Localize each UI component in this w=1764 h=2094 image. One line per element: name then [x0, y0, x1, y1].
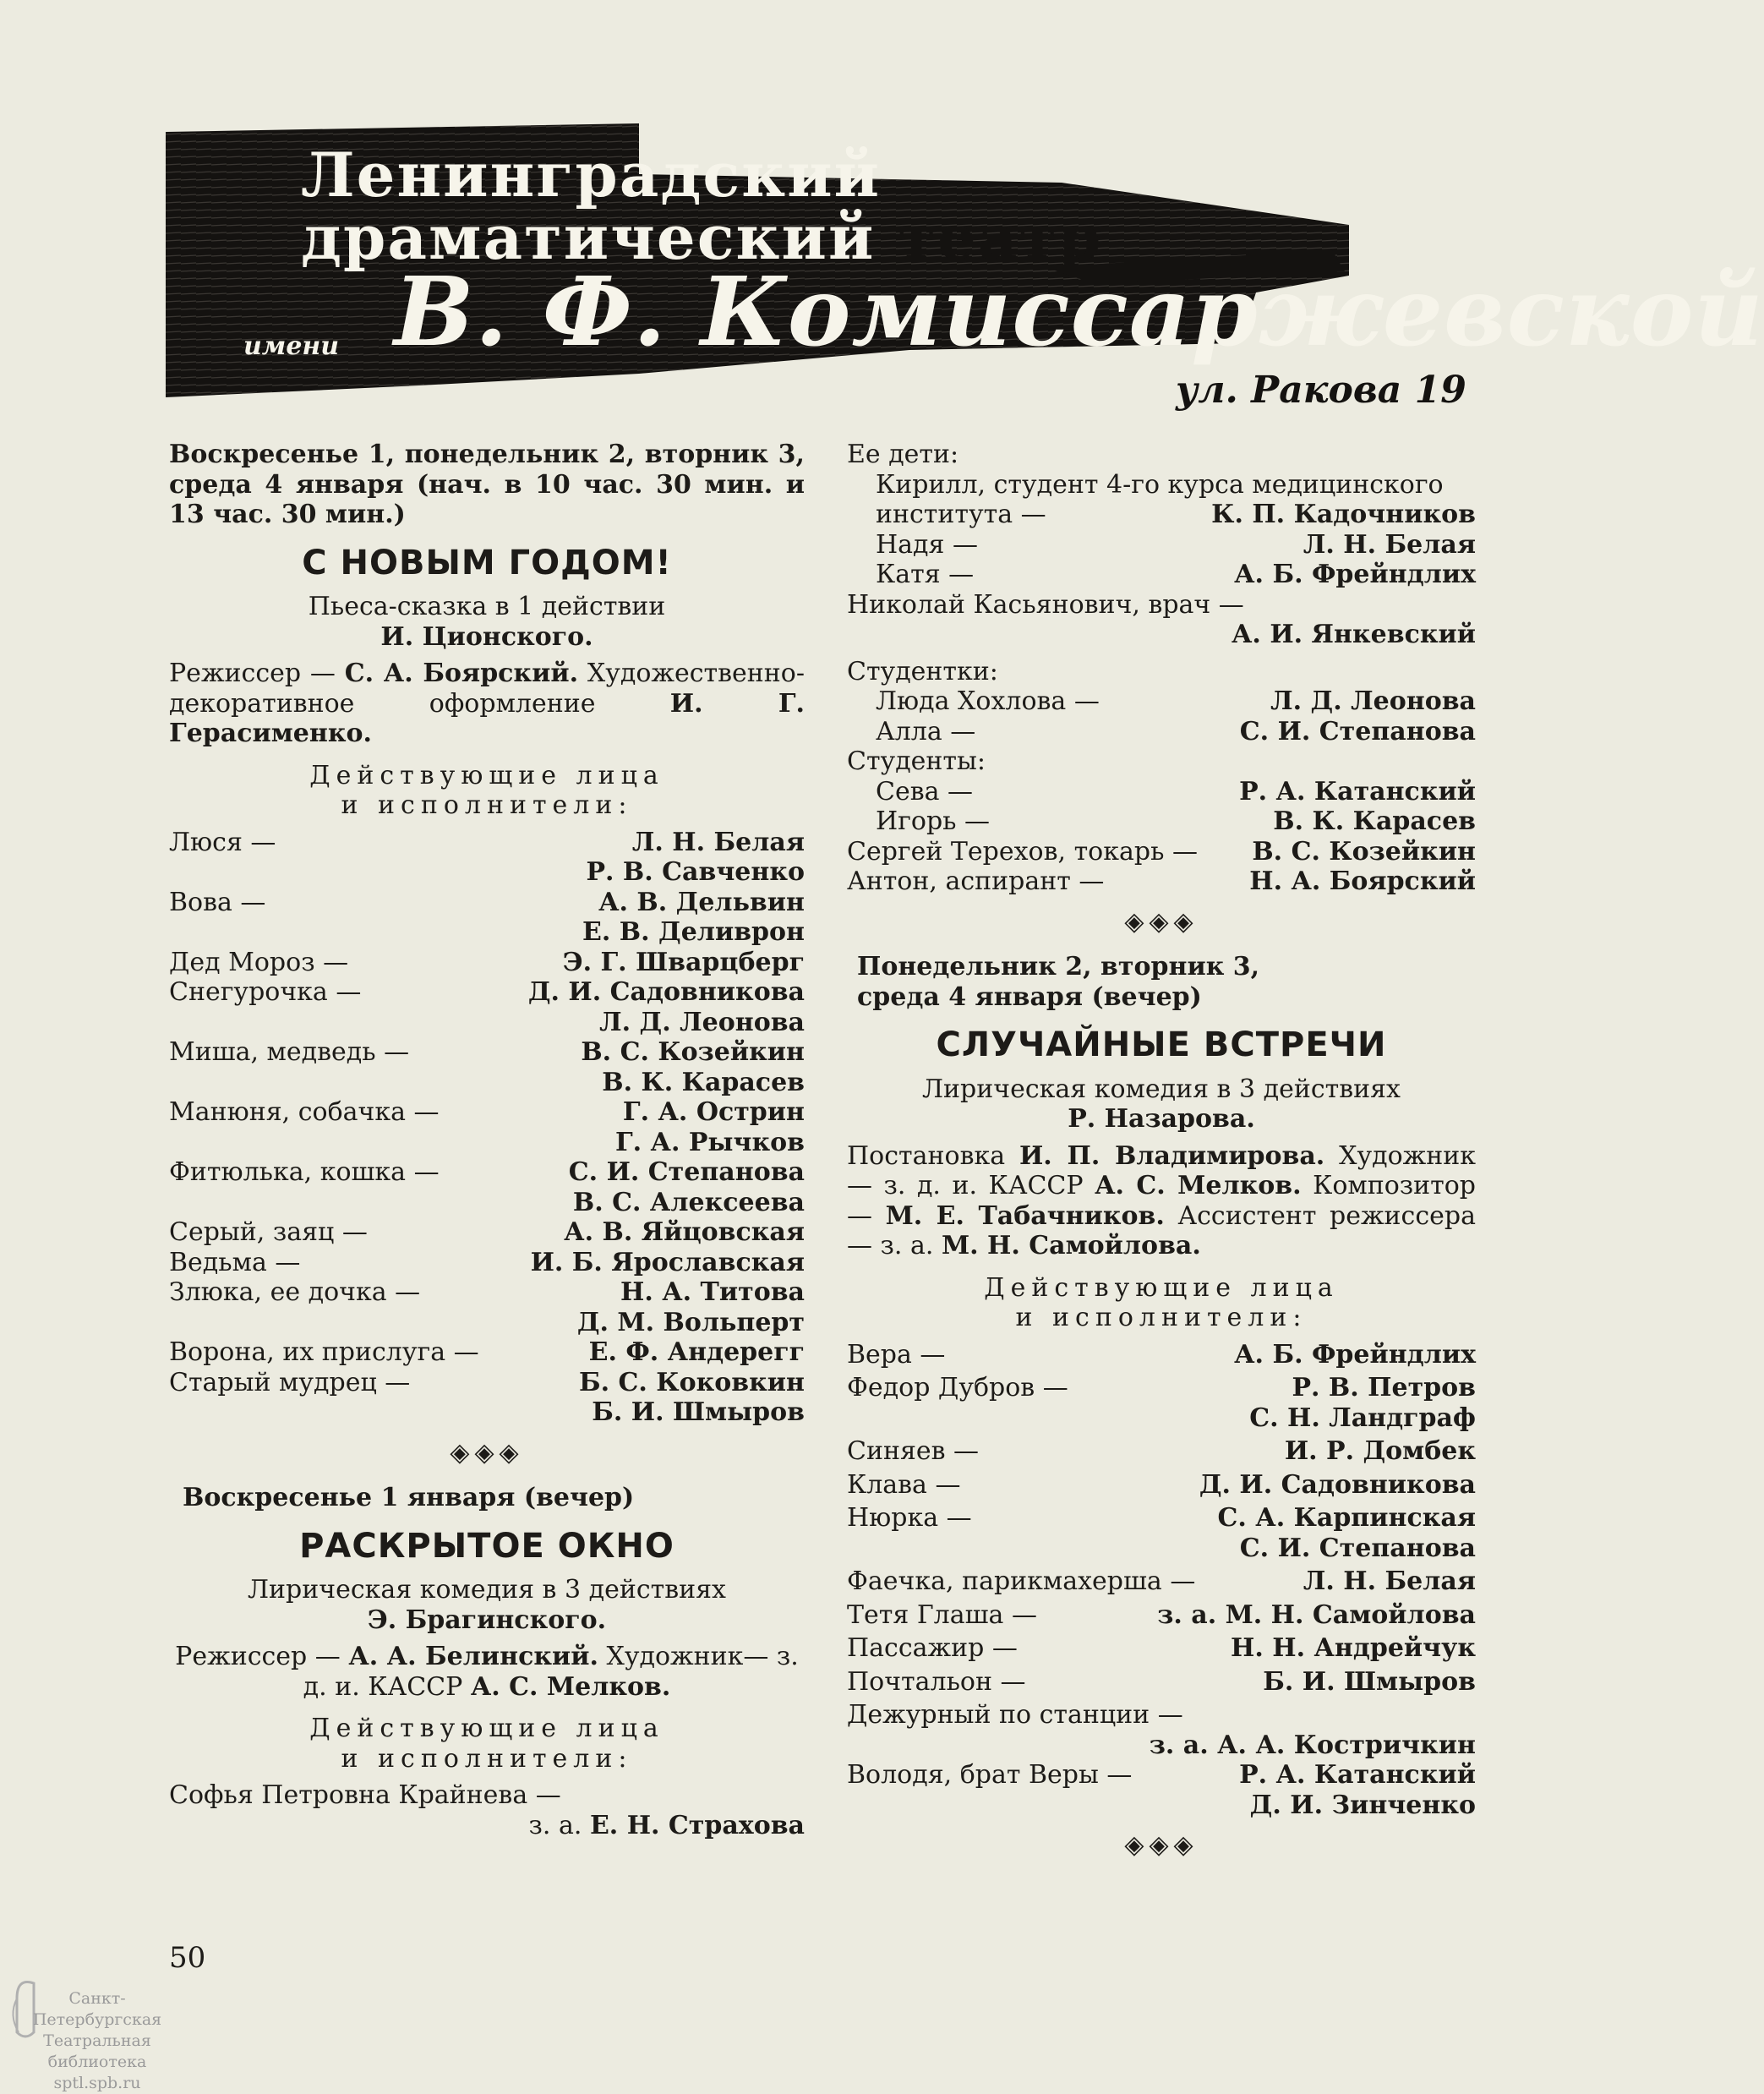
performance-dates-1: Воскресенье 1, понедельник 2, вторник 3, среда 4 января (нач. в 10 час. 30 мин. и 13 час. 30 мин.) — [169, 440, 805, 529]
cast-actor: Л. Н. Белая — [1303, 529, 1476, 560]
cast-actor: Р. В. Савченко — [586, 857, 805, 887]
cast-role: Николай Касьянович, врач — — [847, 589, 1244, 620]
children-heading: Ее дети: — [847, 440, 959, 469]
cast-role: Антон, аспирант — — [847, 867, 1105, 896]
cast-row — [847, 1667, 1476, 1698]
theatre-header — [166, 123, 1764, 412]
cast-role: Катя — — [876, 560, 975, 589]
cast-actor: Л. Н. Белая — [1303, 1566, 1476, 1596]
cast-row — [169, 977, 805, 1008]
ornament-divider: ◈◈◈ — [1124, 906, 1199, 937]
right-column — [847, 440, 1476, 1876]
cast-heading: и исполнители: — [341, 790, 633, 820]
cast-row — [847, 717, 1476, 747]
header-address: ул. Ракова 19 — [1176, 369, 1466, 412]
cast-actor: Л. Д. Леонова — [599, 1007, 805, 1037]
cast-row — [847, 1436, 1476, 1467]
cast-row — [847, 777, 1476, 807]
cast-row — [169, 948, 805, 978]
cast-row — [169, 1277, 805, 1308]
cast-row — [169, 1337, 805, 1368]
cast-actor: А. В. Яйцовская — [564, 1217, 805, 1247]
cast-role: Люся — — [169, 827, 276, 857]
cast-row — [847, 560, 1476, 590]
cast-actor: Н. А. Боярский — [1249, 867, 1476, 896]
cast-actor: С. И. Степанова — [1239, 1533, 1476, 1563]
cast-role: Федор Дубров — — [847, 1373, 1068, 1402]
library-stamp-text — [7, 1988, 188, 2094]
credits-text: Режиссер — — [175, 1642, 349, 1671]
cast-actor: Э. Г. Шварцберг — [562, 947, 805, 977]
cast-actor: Н. Н. Андрейчук — [1231, 1633, 1476, 1663]
cast-row — [847, 530, 1476, 560]
cast-list-b — [847, 686, 1476, 746]
play-author-3: Р. Назарова. — [1068, 1104, 1255, 1134]
cast-actor: С. И. Степанова — [568, 1157, 805, 1187]
cast-actor: В. К. Карасев — [1273, 806, 1476, 836]
cast-heading: Действующие лица — [984, 1272, 1339, 1303]
cast-actor: Д. М. Вольперт — [576, 1307, 805, 1337]
credits-text: Ассистент режиссера — з. а. — [847, 1200, 1476, 1260]
cast-role: Снегурочка — — [169, 977, 362, 1007]
cast-actor: Б. И. Шмыров — [592, 1397, 805, 1427]
credits-composer: М. Е. Табачников. — [885, 1200, 1165, 1231]
cast-row — [847, 1503, 1476, 1534]
cast-role: Вера — — [847, 1339, 946, 1370]
cast-actor: Е. Ф. Андерегг — [588, 1337, 805, 1367]
cast-row — [169, 1157, 805, 1188]
credits-director: А. А. Белинский. — [348, 1642, 598, 1671]
play-title-1: С НОВЫМ ГОДОМ! — [302, 543, 672, 582]
play-title-2: РАСКРЫТОЕ ОКНО — [299, 1526, 674, 1566]
cast-list-d — [847, 837, 1476, 897]
cast-role: Манюня, собачка — — [169, 1097, 440, 1127]
cast-actor: В. С. Козейкин — [581, 1037, 805, 1067]
cast-actor: Н. А. Титова — [620, 1277, 805, 1307]
cast-row — [169, 1217, 805, 1248]
header-teatr: театр — [898, 201, 1103, 273]
credits-text: Постановка — [847, 1140, 1019, 1171]
cast-actor: И. Р. Домбек — [1284, 1436, 1476, 1466]
stamp-line: Санкт-Петербургская — [32, 1989, 162, 2029]
ornament-divider: ◈◈◈ — [1124, 1830, 1199, 1860]
performance-dates-2: Воскресенье 1 января (вечер) — [183, 1483, 635, 1512]
credits-assistant: М. Н. Самойлова. — [941, 1231, 1201, 1260]
cast-role: Пассажир — — [847, 1633, 1018, 1663]
performance-dates-3: Понедельник 2, вторник 3, среда 4 января (вечер) — [857, 952, 1260, 1012]
play-credits-3 — [847, 1141, 1476, 1261]
cast-role: Дежурный по станции — — [847, 1700, 1183, 1730]
group-heading: Студентки: — [847, 656, 998, 686]
cast-actor: А. Б. Фрейндлих — [1234, 560, 1476, 589]
cast-role: Тетя Глаша — — [847, 1599, 1037, 1630]
cast-role: Почтальон — — [847, 1666, 1026, 1697]
cast-row — [847, 837, 1476, 867]
stamp-line: sptl.spb.ru — [53, 2074, 141, 2092]
cast-actor: з. а. М. Н. Самойлова — [1157, 1599, 1476, 1630]
play-credits-1 — [169, 659, 805, 749]
cast-list-3 — [847, 1340, 1476, 1701]
cast-heading: и исполнители: — [1015, 1303, 1308, 1332]
cast-actor: Д. И. Зинченко — [1249, 1790, 1476, 1820]
cast-role: Алла — — [876, 716, 976, 746]
cast-actor: Б. И. Шмыров — [1263, 1666, 1476, 1697]
cast-actor: С. Н. Ландграф — [1249, 1402, 1476, 1433]
cast-actor: А. И. Янкевский — [1232, 620, 1476, 649]
cast-actor: С. И. Степанова — [1239, 716, 1476, 746]
cast-row — [169, 1097, 805, 1128]
page-number: 50 — [169, 1941, 206, 1975]
cast-role: Ворона, их прислуга — — [169, 1337, 479, 1367]
cast-actor: В. К. Карасев — [602, 1067, 805, 1097]
credits-designer: А. С. Мелков. — [1095, 1171, 1302, 1200]
cast-role: Синяев — — [847, 1436, 980, 1466]
cast-row — [847, 1633, 1476, 1664]
cast-actor: Р. А. Катанский — [1239, 776, 1476, 806]
cast-row — [847, 1340, 1476, 1370]
credits-text: Художник — з. д. и. КАССР — [847, 1140, 1476, 1200]
cast-heading: Действующие лица — [309, 760, 664, 790]
cast-list-volodya — [847, 1760, 1476, 1820]
header-line-2-text: драматический — [301, 201, 876, 273]
cast-actor: Д. И. Садовникова — [527, 977, 805, 1007]
cast-role: Серый, заяц — — [169, 1217, 368, 1247]
cast-row — [847, 1373, 1476, 1403]
cast-role: Вова — — [169, 887, 266, 917]
cast-actor: А. В. Дельвин — [598, 887, 805, 917]
cast-role: Кирилл, студент 4-го курса медицинского — [876, 469, 1444, 500]
cast-actor: В. С. Козейкин — [1252, 836, 1476, 867]
cast-list-c — [847, 777, 1476, 837]
cast-actor: Е. В. Деливрон — [582, 917, 805, 947]
cast-role: Надя — — [876, 529, 978, 560]
cast-row — [847, 1600, 1476, 1631]
cast-role: Ведьма — — [169, 1247, 301, 1277]
cast-actor: И. Б. Ярославская — [530, 1247, 805, 1277]
credits-text: Композитор — — [847, 1171, 1476, 1231]
play-subtitle-2: Лирическая комедия в 3 действиях — [248, 1575, 726, 1605]
cast-row — [169, 1037, 805, 1068]
cast-row — [847, 500, 1476, 530]
play-credits-2 — [169, 1642, 805, 1702]
credits-designer: А. С. Мелков. — [470, 1671, 671, 1702]
cast-row — [847, 1470, 1476, 1501]
ornament-divider: ◈◈◈ — [450, 1437, 524, 1468]
cast-role: Володя, брат Веры — — [847, 1760, 1133, 1790]
cast-actor: Л. Н. Белая — [631, 827, 805, 857]
credits-text: Режиссер — — [169, 659, 345, 688]
credits-director: С. А. Боярский. — [344, 659, 579, 688]
cast-list-1 — [169, 828, 805, 1428]
cast-row — [847, 867, 1476, 897]
stamp-line: библиотека — [47, 2053, 147, 2071]
cast-actor: з. а. А. А. Костричкин — [1149, 1730, 1476, 1760]
cast-row — [847, 1566, 1476, 1597]
cast-role: Миша, медведь — — [169, 1037, 410, 1067]
cast-actor: Г. А. Острин — [622, 1097, 805, 1127]
cast-actor: В. С. Алексеева — [572, 1187, 805, 1217]
left-column — [169, 440, 805, 1840]
cast-actor: Г. А. Рычков — [614, 1127, 805, 1157]
cast-role: Нюрка — — [847, 1503, 972, 1533]
play-author-1: И. Ционского. — [380, 621, 593, 652]
cast-role: Злюка, ее дочка — — [169, 1277, 421, 1307]
cast-row — [169, 1368, 805, 1398]
cast-role: Люда Хохлова — — [876, 686, 1100, 716]
cast-role: института — — [876, 500, 1046, 529]
cast-actor: Р. А. Катанский — [1239, 1760, 1476, 1790]
group-heading: Студенты: — [847, 746, 986, 776]
header-theatre-name: В. Ф. Комиссаржевской — [394, 257, 1764, 368]
cast-list-a — [847, 530, 1476, 590]
cast-row — [169, 888, 805, 918]
cast-role: Старый мудрец — — [169, 1367, 411, 1397]
credits-text: Художественно-декоративное оформление — [169, 659, 805, 719]
cast-actor: Б. С. Коковкин — [579, 1367, 805, 1397]
actor-name: Е. Н. Страхова — [589, 1810, 805, 1840]
cast-row — [169, 828, 805, 858]
cast-row — [847, 686, 1476, 717]
cast-actor — [169, 1811, 805, 1841]
title-prefix: з. а. — [528, 1810, 590, 1840]
cast-role: Игорь — — [876, 806, 991, 836]
cast-role: Сергей Терехов, токарь — — [847, 836, 1198, 867]
stamp-line: Театральная — [43, 2031, 151, 2050]
play-author-2: Э. Брагинского. — [367, 1605, 607, 1635]
cast-actor: Л. Д. Леонова — [1270, 686, 1476, 716]
credits-director: И. П. Владимирова. — [1019, 1140, 1325, 1171]
play-title-3: СЛУЧАЙНЫЕ ВСТРЕЧИ — [936, 1025, 1387, 1064]
cast-actor: Д. И. Садовникова — [1199, 1469, 1476, 1500]
play-subtitle-3: Лирическая комедия в 3 действиях — [922, 1074, 1401, 1104]
cast-role: Сева — — [876, 776, 974, 806]
cast-role: Дед Мороз — — [169, 947, 349, 977]
header-imeni: имени — [243, 331, 340, 361]
cast-role: Фитюлька, кошка — — [169, 1157, 440, 1187]
play-subtitle-1: Пьеса-сказка в 1 действии — [308, 592, 666, 621]
cast-role: Клава — — [847, 1469, 961, 1500]
cast-role: Фаечка, парикмахерша — — [847, 1566, 1196, 1596]
cast-row — [847, 1760, 1476, 1791]
cast-heading: и исполнители: — [341, 1743, 633, 1774]
cast-actor: А. Б. Фрейндлих — [1234, 1339, 1476, 1370]
header-line-1: Ленинградский — [301, 139, 882, 210]
cast-row — [169, 1248, 805, 1278]
credits-text: Художник— з. д. и. КАССР — [303, 1642, 799, 1702]
cast-row — [847, 806, 1476, 837]
cast-heading: Действующие лица — [309, 1714, 664, 1743]
cast-actor: Р. В. Петров — [1292, 1373, 1476, 1402]
cast-actor: К. П. Кадочников — [1211, 500, 1476, 529]
cast-role: Софья Петровна Крайнева — — [169, 1780, 561, 1810]
cast-actor: С. А. Карпинская — [1217, 1503, 1476, 1533]
credits-designer: И. Г. Герасименко. — [169, 688, 805, 748]
